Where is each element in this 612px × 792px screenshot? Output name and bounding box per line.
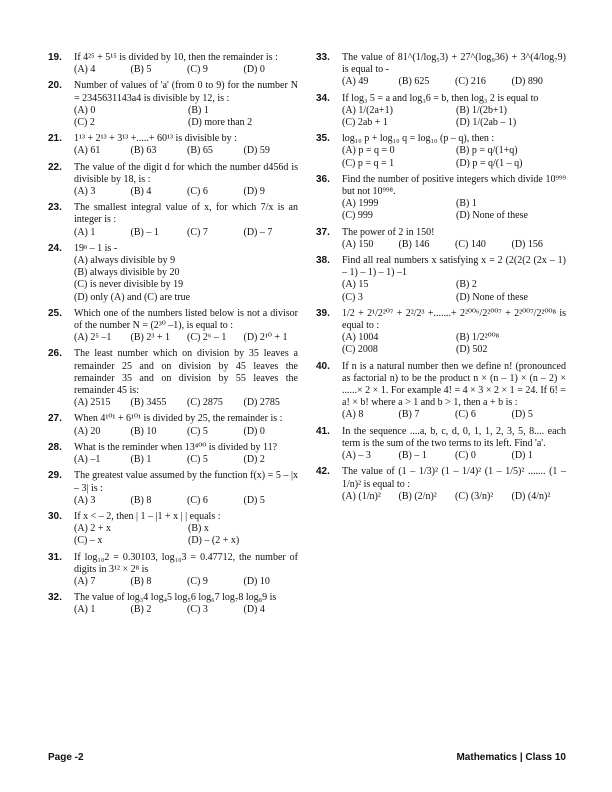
question-31: [48, 552, 298, 589]
option: (B) 1/2²⁰⁰⁸: [456, 332, 500, 344]
option: (C) 0: [455, 450, 476, 462]
question-stem: The value of log₃4 log₄5 log₅6 log₆7 log₇8 log₈9 is: [74, 592, 277, 604]
option: (B) x: [188, 523, 209, 535]
option: (D) 502: [456, 344, 488, 356]
option: (A) 7: [74, 575, 96, 587]
question-24: [48, 243, 298, 304]
option: (B) 2³ + 1: [130, 332, 170, 344]
question-stem: When 4¹⁰¹ + 6¹⁰¹ is divided by 25, the remainder is :: [74, 413, 283, 425]
question-34: [316, 93, 566, 130]
options-list: [74, 397, 298, 409]
option: (A) 2⁵ –1: [74, 332, 112, 344]
option: (A) –1: [74, 454, 101, 466]
option: (A) always divisible by 9: [74, 255, 176, 267]
question-stem: The value of the digit d for which the number d456d is divisible by 18, is :: [74, 161, 298, 185]
option: (C) 140: [455, 238, 486, 250]
option: (C) – x: [74, 535, 103, 547]
options-list: [342, 105, 566, 129]
question-number: 42.: [316, 466, 330, 478]
question-stem: The value of 81^(1/log₅3) + 27^(log₉36) + 3^(4/log₇9) is equal to -: [342, 52, 566, 76]
option: (D) None of these: [456, 210, 528, 222]
options-list: [342, 279, 566, 303]
options-list: [74, 227, 298, 239]
option: (D) (4/n)²: [511, 490, 551, 502]
question-stem: 1/2 + 2¹/2²⁰⁷ + 2²/2³ +.......+ 2²⁰⁰⁶/2²⁰⁰⁷ + 2²⁰⁰⁷/2²⁰⁰⁸ is equal to :: [342, 307, 566, 332]
option: (D) 1: [511, 450, 533, 462]
question-number: 40.: [316, 360, 330, 372]
question-number: 24.: [48, 242, 62, 254]
option: (B) 2: [130, 604, 152, 616]
question-26: [48, 348, 298, 409]
question-30: [48, 511, 298, 548]
question-stem: 19ⁿ – 1 is -: [74, 242, 118, 254]
option: (A) 2515: [74, 397, 111, 409]
option: (C) 5: [187, 425, 208, 437]
option: (D) more than 2: [188, 117, 253, 129]
option: (B) (2/n)²: [398, 490, 437, 502]
option: (A) 1/(2a+1): [342, 104, 393, 116]
option: (B) – 1: [130, 226, 159, 238]
question-28: [48, 442, 298, 466]
options-list: [342, 198, 566, 222]
right-column: [316, 52, 566, 507]
question-25: [48, 308, 298, 345]
question-40: [316, 361, 566, 422]
question-stem: In the sequence ....a, b, c, d, 0, 1, 1, 2, 3, 5, 8.... each term is the sum of the two terms to its left. Find 'a'.: [342, 425, 566, 449]
option: (B) 146: [398, 238, 430, 250]
question-number: 22.: [48, 161, 62, 173]
option: (C) 7: [187, 226, 208, 238]
question-number: 34.: [316, 92, 330, 104]
option: (D) 2¹⁰ + 1: [243, 332, 288, 344]
option: (C) 2ab + 1: [342, 117, 388, 129]
question-number: 27.: [48, 413, 62, 425]
question-number: 39.: [316, 307, 330, 319]
option: (D) 156: [511, 238, 543, 250]
question-36: [316, 174, 566, 223]
option: (B) always divisible by 20: [74, 267, 180, 279]
question-number: 41.: [316, 425, 330, 437]
question-number: 26.: [48, 348, 62, 360]
question-27: [48, 413, 298, 437]
options-list: [342, 491, 566, 503]
options-list: [74, 523, 298, 547]
options-list: [74, 454, 298, 466]
question-32: [48, 592, 298, 616]
option: (B) 3455: [130, 397, 167, 409]
option: (C) 6: [455, 409, 476, 421]
question-33: [316, 52, 566, 89]
question-number: 25.: [48, 307, 62, 319]
option: (C) 999: [342, 210, 373, 222]
question-19: [48, 52, 298, 76]
question-number: 38.: [316, 255, 330, 267]
question-number: 35.: [316, 133, 330, 145]
option: (B) 625: [398, 76, 430, 88]
option: (C) 9: [187, 575, 208, 587]
option: (B) 5: [130, 64, 152, 76]
question-stem: If x < – 2, then | 1 – |1 + x | | equals :: [74, 510, 221, 522]
options-list: [74, 186, 298, 198]
option: (C) 5: [187, 454, 208, 466]
option: (B) 10: [130, 425, 157, 437]
option: (D) 59: [243, 145, 270, 157]
options-list: [74, 255, 298, 304]
option: (D) 0: [243, 64, 265, 76]
question-number: 30.: [48, 510, 62, 522]
option: (A) 15: [342, 279, 369, 291]
option: (A) 1004: [342, 332, 379, 344]
option: (D) – 7: [243, 226, 273, 238]
question-number: 28.: [48, 441, 62, 453]
option: (A) 49: [342, 76, 369, 88]
question-stem: Which one of the numbers listed below is not a divisor of the number N = (2³⁰ –1), is equal to :: [74, 307, 298, 332]
options-list: [74, 604, 298, 616]
option: (B) p = q/(1+q): [456, 145, 518, 157]
question-number: 33.: [316, 52, 330, 63]
option: (B) 8: [130, 494, 152, 506]
question-21: [48, 133, 298, 157]
option: (D) 9: [243, 186, 265, 198]
option: (C) 3: [342, 291, 363, 303]
options-list: [342, 450, 566, 462]
option: (A) 150: [342, 238, 374, 250]
options-list: [342, 239, 566, 251]
options-list: [74, 332, 298, 344]
option: (A) (1/n)²: [342, 490, 381, 502]
question-stem: Find all real numbers x satisfying x = 2 (2(2(2 (2x – 1) – 1) – 1) – 1) –1: [342, 255, 566, 279]
option: (A) 0: [74, 104, 96, 116]
question-41: [316, 426, 566, 463]
question-stem: The least number which on division by 35 leaves a remainder 25 and on division by 45 leaves the remainder 35 and on division by 55 leaves the remainder 45 is:: [74, 348, 298, 397]
question-stem: If n is a natural number then we define n! (pronounced as factorial n) to be the product n × (n – 1) × (n – 2) × ......× 2 × 1. For example 4! = 4 × 3 × 2 × 1 = 24. If 6! = a! × b! where a > 1 and b > 1, then a + b is :: [342, 360, 566, 409]
question-23: [48, 202, 298, 239]
question-stem: 1¹³ + 2¹³ + 3¹³ +.....+ 60¹³ is divisible by :: [74, 133, 237, 145]
option: (D) 2: [243, 454, 265, 466]
options-list: [342, 76, 566, 88]
question-stem: If log₃ 5 = a and log₃6 = b, then log₃ 2 is equal to: [342, 92, 539, 104]
question-number: 32.: [48, 592, 62, 604]
question-20: [48, 80, 298, 129]
question-stem: log₁₀ p + log₁₀ q = log₁₀ (p – q), then :: [342, 133, 495, 145]
option: (A) – 3: [342, 450, 371, 462]
option: (D) 0: [243, 425, 265, 437]
option: (C) p = q = 1: [342, 157, 395, 169]
option: (A) 3: [74, 494, 96, 506]
question-stem: Number of values of 'a' (from 0 to 9) for the number N = 2345631143a4 is divisible by 12, is :: [74, 80, 298, 104]
option: (A) 20: [74, 425, 101, 437]
option: (A) p = q = 0: [342, 145, 395, 157]
option: (A) 2 + x: [74, 523, 112, 535]
options-list: [74, 105, 298, 129]
option: (B) 7: [398, 409, 420, 421]
question-29: [48, 470, 298, 507]
option: (A) 1: [74, 226, 96, 238]
option: (D) 5: [511, 409, 533, 421]
option: (D) p = q/(1 – q): [456, 157, 523, 169]
question-stem: If log₁₀2 = 0.30103, log₁₀3 = 0.47712, the number of digits in 3¹² × 2⁸ is: [74, 551, 298, 575]
option: (B) 65: [187, 145, 213, 157]
question-number: 20.: [48, 80, 62, 92]
option: (C) is never divisible by 19: [74, 279, 184, 291]
option: (C) 216: [455, 76, 486, 88]
option: (D) 10: [243, 575, 270, 587]
option: (B) 2: [456, 279, 477, 291]
question-38: [316, 255, 566, 304]
option: (C) 2: [74, 117, 95, 129]
option: (A) 3: [74, 186, 96, 198]
option: (B) 8: [130, 575, 152, 587]
option: (C) 9: [187, 64, 208, 76]
left-column: [48, 52, 298, 621]
option: (D) 5: [243, 494, 265, 506]
option: (A) 1: [74, 604, 96, 616]
option: (C) 2875: [187, 397, 223, 409]
options-list: [342, 409, 566, 421]
option: (D) only (A) and (C) are true: [74, 291, 191, 303]
option: (A) 61: [74, 145, 101, 157]
option: (C) 6: [187, 186, 208, 198]
question-number: 19.: [48, 52, 62, 63]
option: (C) 6: [187, 494, 208, 506]
options-list: [74, 495, 298, 507]
question-number: 21.: [48, 133, 62, 145]
question-number: 37.: [316, 226, 330, 238]
option: (C) 3: [187, 604, 208, 616]
option: (C) (3/n)²: [455, 490, 494, 502]
question-stem: If 4²⁵ + 5¹⁵ is divided by 10, then the remainder is :: [74, 52, 278, 63]
question-stem: The greatest value assumed by the function f(x) = 5 – |x – 3| is :: [74, 470, 298, 494]
option: (D) 2785: [243, 397, 280, 409]
option: (B) 1: [188, 104, 209, 116]
question-stem: What is the reminder when 13⁴⁰⁰ is divided by 11?: [74, 441, 278, 453]
options-list: [74, 426, 298, 438]
option: (B) 63: [130, 145, 157, 157]
options-list: [74, 576, 298, 588]
question-number: 23.: [48, 202, 62, 214]
option: (B) 1: [130, 454, 152, 466]
subject-label: Mathematics | Class 10: [456, 752, 566, 763]
option: (D) 890: [511, 76, 543, 88]
options-list: [342, 332, 566, 356]
option: (B) 1: [456, 198, 477, 210]
question-number: 29.: [48, 470, 62, 482]
option: (D) – (2 + x): [188, 535, 240, 547]
option: (C) 2008: [342, 344, 378, 356]
option: (B) 1/(2b+1): [456, 104, 507, 116]
question-37: [316, 227, 566, 251]
options-list: [74, 64, 298, 76]
option: (D) 1/(2ab – 1): [456, 117, 517, 129]
options-list: [74, 145, 298, 157]
page-number: Page -2: [48, 752, 84, 763]
question-35: [316, 133, 566, 170]
option: (D) None of these: [456, 291, 528, 303]
options-list: [342, 145, 566, 169]
question-39: [316, 308, 566, 357]
question-stem: The value of (1 – 1/3)² (1 – 1/4)² (1 – 1/5)² ....... (1 – 1/n)² is equal to :: [342, 466, 566, 490]
option: (A) 1999: [342, 198, 379, 210]
question-42: [316, 466, 566, 503]
question-stem: The power of 2 in 150!: [342, 226, 435, 238]
option: (D) 4: [243, 604, 265, 616]
option: (B) – 1: [398, 450, 427, 462]
question-22: [48, 162, 298, 199]
option: (A) 4: [74, 64, 96, 76]
question-stem: Find the number of positive integers which divide 10⁹⁹⁹ but not 10⁹⁹⁸.: [342, 173, 566, 198]
option: (C) 2⁶ – 1: [187, 332, 227, 344]
question-number: 36.: [316, 173, 330, 185]
option: (A) 8: [342, 409, 364, 421]
option: (B) 4: [130, 186, 152, 198]
question-number: 31.: [48, 551, 62, 563]
question-stem: The smallest integral value of x, for which 7/x is an integer is :: [74, 202, 298, 226]
